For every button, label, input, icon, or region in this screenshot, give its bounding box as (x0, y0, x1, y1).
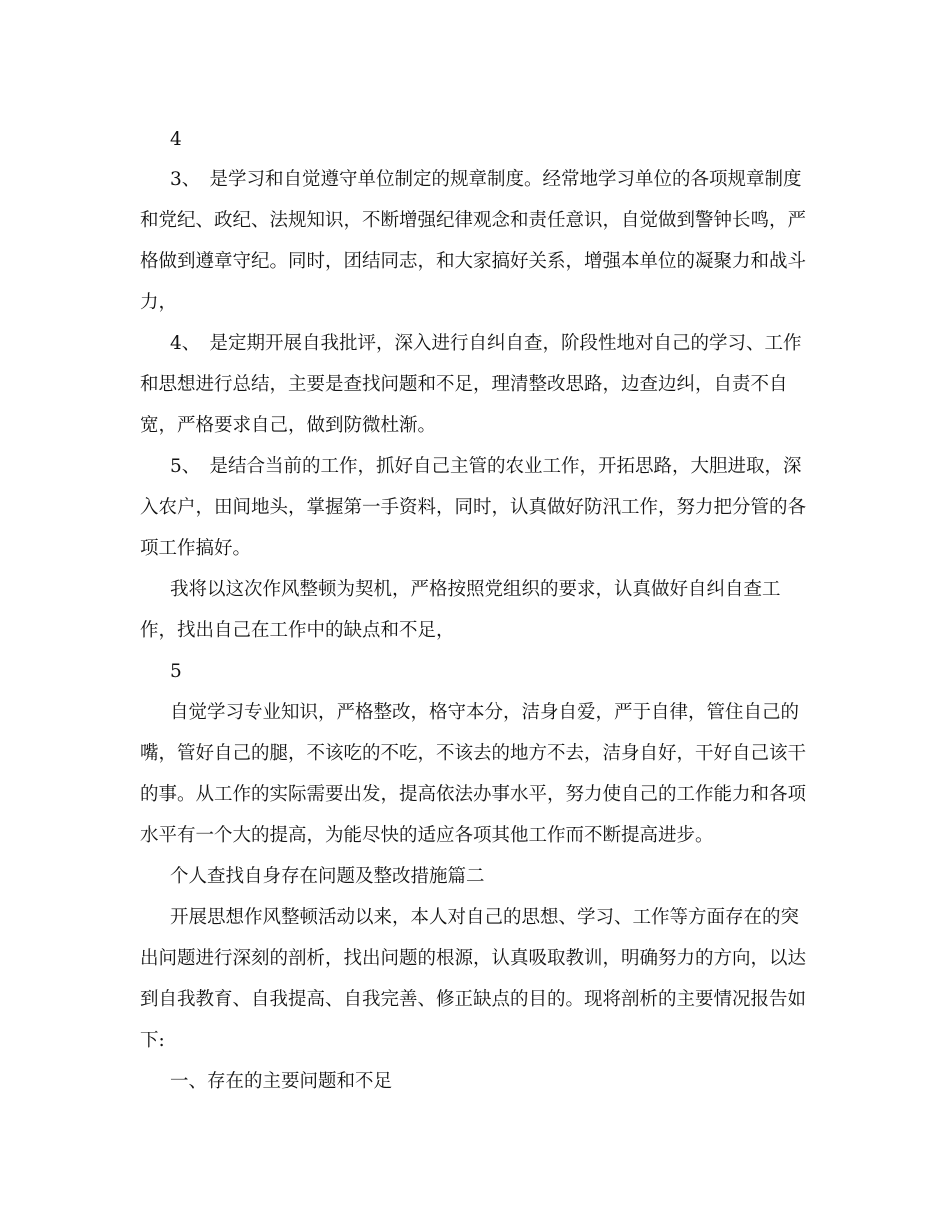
paragraph-item-4-line-1: 4、 是定期开展自我批评，深入进行自纠自查，阶段性地对自己的学习、工作 (170, 333, 802, 354)
paragraph-item-5-line-1: 5、 是结合当前的工作，抓好自己主管的农业工作，开拓思路，大胆进取，深 (170, 456, 802, 477)
paragraph-item-3-line-2: 和党纪、政纪、法规知识，不断增强纪律观念和责任意识，自觉做到警钟长鸣，严 (140, 210, 807, 231)
paragraph-item-4-line-2: 和思想进行总结，主要是查找问题和不足，理清整改思路，边查边纠，自责不自 (140, 374, 788, 395)
paragraph-intro-line-2: 出问题进行深刻的剖析，找出问题的根源，认真吸取教训，明确努力的方向，以达 (140, 948, 807, 969)
subsection-heading: 一、存在的主要问题和不足 (170, 1071, 393, 1092)
paragraph-item-5-line-2: 入农户，田间地头，掌握第一手资料，同时，认真做好防汛工作，努力把分管的各 (140, 497, 807, 518)
section-heading: 个人查找自身存在问题及整改措施篇二 (170, 866, 485, 887)
paragraph-self-discipline-line-4: 水平有一个大的提高，为能尽快的适应各项其他工作而不断提高进步。 (140, 825, 714, 846)
page-number-marker: 5 (170, 661, 182, 682)
paragraph-resolution-line-2: 作，找出自己在工作中的缺点和不足， (140, 620, 455, 641)
paragraph-intro-line-1: 开展思想作风整顿活动以来，本人对自己的思想、学习、工作等方面存在的突 (170, 907, 800, 928)
paragraph-intro-line-4: 下: (140, 1030, 165, 1051)
paragraph-item-5-line-3: 项工作搞好。 (140, 538, 252, 559)
paragraph-item-3-line-1: 3、 是学习和自觉遵守单位制定的规章制度。经常地学习单位的各项规章制度 (170, 169, 802, 190)
paragraph-intro-line-3: 到自我教育、自我提高、自我完善、修正缺点的目的。现将剖析的主要情况报告如 (140, 989, 807, 1010)
paragraph-item-4-line-3: 宽，严格要求自己，做到防微杜渐。 (140, 415, 437, 436)
paragraph-resolution-line-1: 我将以这次作风整顿为契机，严格按照党组织的要求，认真做好自纠自查工 (170, 579, 781, 600)
paragraph-self-discipline-line-1: 自觉学习专业知识，严格整改，格守本分，洁身自爱，严于自律，管住自己的 (170, 702, 800, 723)
paragraph-item-3-line-4: 力， (140, 292, 178, 313)
paragraph-self-discipline-line-2: 嘴，管好自己的腿，不该吃的不吃，不该去的地方不去，洁身自好，干好自己该干 (140, 743, 807, 764)
paragraph-item-3-line-3: 格做到遵章守纪。同时，团结同志，和大家搞好关系，增强本单位的凝聚力和战斗 (140, 251, 807, 272)
page-number-marker: 4 (170, 129, 182, 150)
paragraph-self-discipline-line-3: 的事。从工作的实际需要出发，提高依法办事水平，努力使自己的工作能力和各项 (140, 784, 807, 805)
